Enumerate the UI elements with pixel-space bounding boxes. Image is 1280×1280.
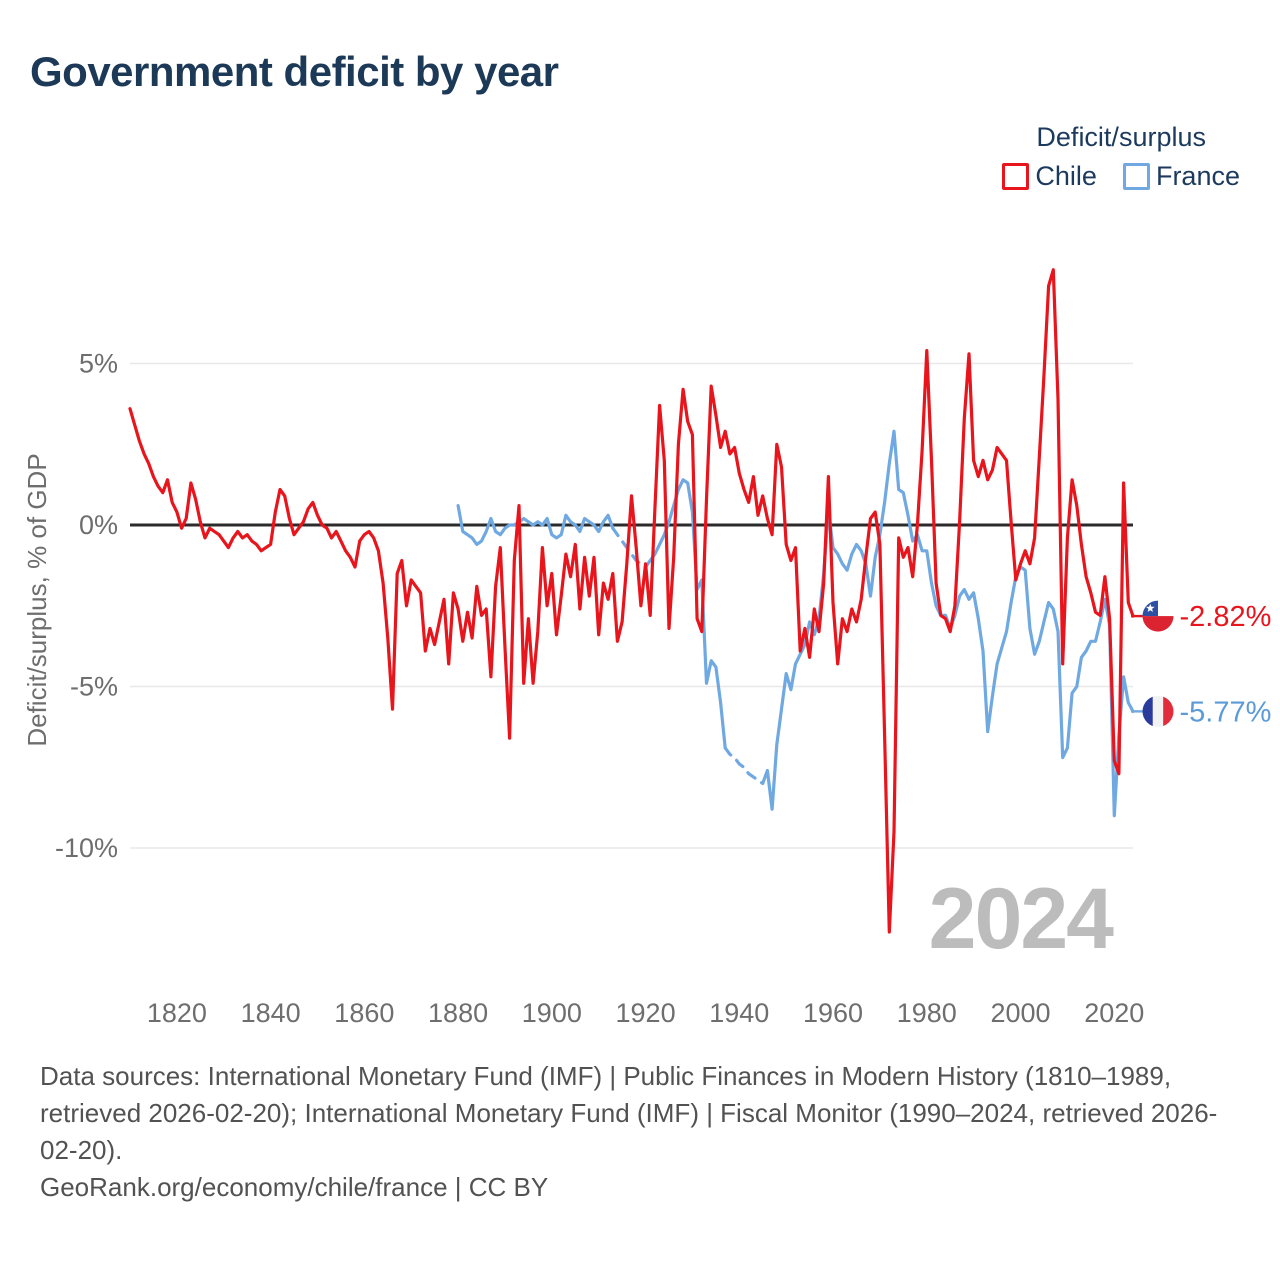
y-axis-title: Deficit/surplus, % of GDP bbox=[22, 453, 52, 747]
france-flag-icon bbox=[1143, 696, 1174, 727]
page-title: Government deficit by year bbox=[30, 48, 559, 95]
y-tick-label: -5% bbox=[69, 671, 118, 702]
x-tick-label: 1820 bbox=[146, 998, 207, 1028]
chile-series-swatch-icon bbox=[1002, 163, 1029, 190]
x-tick-label: 1940 bbox=[709, 998, 770, 1028]
legend-title: Deficit/surplus bbox=[1036, 122, 1206, 152]
france-end-value-label: -5.77% bbox=[1179, 696, 1272, 729]
chile-end-value-label: -2.82% bbox=[1179, 601, 1272, 634]
x-tick-label: 1900 bbox=[521, 998, 582, 1028]
legend-label-france: France bbox=[1155, 161, 1240, 191]
x-tick-label: 1840 bbox=[240, 998, 301, 1028]
x-tick-label: 2000 bbox=[990, 998, 1051, 1028]
chile-flag-icon bbox=[1143, 601, 1174, 632]
footer bbox=[40, 1058, 1245, 1206]
y-tick-label: 5% bbox=[78, 348, 118, 379]
legend-label-chile: Chile bbox=[1035, 161, 1097, 191]
attribution-text[interactable]: GeoRank.org/economy/chile/france | CC BY bbox=[40, 1172, 549, 1202]
watermark-year: 2024 bbox=[928, 871, 1112, 967]
x-tick-label: 1880 bbox=[428, 998, 489, 1028]
data-sources-text: Data sources: International Monetary Fund (IMF) | Public Finances in Modern History (1810–1989, retrieved 2026-02-20); International Monetary Fund (IMF) | Fiscal Monitor (1990–2024, retrieved 2026-02-20). bbox=[40, 1061, 1218, 1165]
x-tick-label: 1960 bbox=[802, 998, 864, 1028]
legend-item-france[interactable] bbox=[1123, 161, 1240, 192]
x-tick-label: 1860 bbox=[334, 998, 395, 1028]
legend bbox=[1002, 122, 1240, 192]
france-series-line-dashed[interactable] bbox=[613, 528, 763, 783]
chile-series-line[interactable] bbox=[130, 270, 1133, 932]
france-series-swatch-icon bbox=[1123, 163, 1150, 190]
x-tick-label: 2020 bbox=[1084, 998, 1145, 1028]
y-tick-label: 0% bbox=[78, 510, 118, 540]
y-tick-label: -10% bbox=[54, 833, 118, 863]
x-tick-label: 1920 bbox=[615, 998, 676, 1028]
legend-item-chile[interactable] bbox=[1002, 161, 1097, 192]
x-tick-label: 1980 bbox=[896, 998, 957, 1028]
